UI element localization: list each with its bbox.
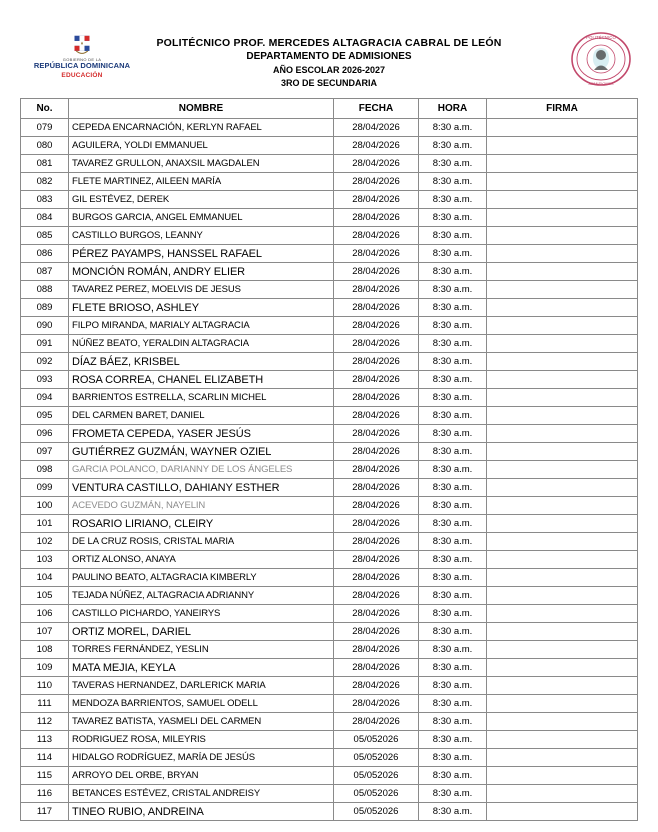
cell-no: 085 [21, 227, 69, 245]
column-header-nombre: NOMBRE [69, 99, 334, 119]
cell-fecha: 05/052026 [334, 785, 419, 803]
cell-nombre: ARROYO DEL ORBE, BRYAN [69, 767, 334, 785]
table-header-row [21, 99, 638, 119]
cell-hora: 8:30 a.m. [419, 299, 487, 317]
cell-fecha: 28/04/2026 [334, 443, 419, 461]
cell-hora: 8:30 a.m. [419, 695, 487, 713]
cell-nombre: BETANCES ESTÉVEZ, CRISTAL ANDREISY [69, 785, 334, 803]
table-row [21, 533, 638, 551]
cell-no: 095 [21, 407, 69, 425]
cell-fecha: 28/04/2026 [334, 695, 419, 713]
school-year: AÑO ESCOLAR 2026-2027 [272, 65, 386, 75]
cell-nombre: GIL ESTÉVEZ, DEREK [69, 191, 334, 209]
cell-firma[interactable] [487, 173, 638, 191]
table-row [21, 587, 638, 605]
cell-fecha: 05/052026 [334, 803, 419, 821]
cell-fecha: 28/04/2026 [334, 461, 419, 479]
cell-hora: 8:30 a.m. [419, 371, 487, 389]
cell-no: 094 [21, 389, 69, 407]
cell-nombre: ROSA CORREA, CHANEL ELIZABETH [69, 371, 334, 389]
cell-no: 115 [21, 767, 69, 785]
cell-firma[interactable] [487, 623, 638, 641]
cell-firma[interactable] [487, 677, 638, 695]
seal-icon [570, 28, 632, 90]
ministry-logo-main: REPÚBLICA DOMINICANA [33, 61, 131, 70]
cell-fecha: 28/04/2026 [334, 479, 419, 497]
cell-firma[interactable] [487, 335, 638, 353]
cell-fecha: 28/04/2026 [334, 173, 419, 191]
cell-hora: 8:30 a.m. [419, 389, 487, 407]
cell-nombre: MENDOZA BARRIENTOS, SAMUEL ODELL [69, 695, 334, 713]
cell-nombre: RODRIGUEZ ROSA, MILEYRIS [69, 731, 334, 749]
table-row [21, 803, 638, 821]
table-row [21, 227, 638, 245]
cell-nombre: GUTIÉRREZ GUZMÁN, WAYNER OZIEL [69, 443, 334, 461]
cell-fecha: 28/04/2026 [334, 353, 419, 371]
cell-fecha: 28/04/2026 [334, 299, 419, 317]
column-header-firma: FIRMA [487, 99, 638, 119]
table-row [21, 209, 638, 227]
cell-fecha: 28/04/2026 [334, 407, 419, 425]
cell-fecha: 28/04/2026 [334, 281, 419, 299]
svg-text:ADMISIONES: ADMISIONES [588, 81, 614, 86]
table-row [21, 353, 638, 371]
cell-firma[interactable] [487, 641, 638, 659]
cell-fecha: 28/04/2026 [334, 551, 419, 569]
cell-no: 100 [21, 497, 69, 515]
cell-hora: 8:30 a.m. [419, 317, 487, 335]
table-row [21, 281, 638, 299]
cell-no: 088 [21, 281, 69, 299]
cell-firma[interactable] [487, 767, 638, 785]
cell-no: 104 [21, 569, 69, 587]
cell-hora: 8:30 a.m. [419, 407, 487, 425]
cell-hora: 8:30 a.m. [419, 659, 487, 677]
cell-firma[interactable] [487, 461, 638, 479]
cell-firma[interactable] [487, 407, 638, 425]
cell-firma[interactable] [487, 695, 638, 713]
table-row [21, 569, 638, 587]
cell-hora: 8:30 a.m. [419, 461, 487, 479]
cell-hora: 8:30 a.m. [419, 731, 487, 749]
ministry-logo-sub: EDUCACIÓN [61, 72, 103, 79]
cell-no: 106 [21, 605, 69, 623]
ministry-logo-top: GOBIERNO DE LA [62, 57, 102, 62]
cell-no: 086 [21, 245, 69, 263]
cell-firma[interactable] [487, 389, 638, 407]
cell-fecha: 28/04/2026 [334, 605, 419, 623]
cell-nombre: DEL CARMEN BARET, DANIEL [69, 407, 334, 425]
table-row [21, 605, 638, 623]
cell-firma[interactable] [487, 191, 638, 209]
table-row [21, 497, 638, 515]
table-row [21, 551, 638, 569]
cell-hora: 8:30 a.m. [419, 137, 487, 155]
cell-hora: 8:30 a.m. [419, 119, 487, 137]
cell-hora: 8:30 a.m. [419, 551, 487, 569]
cell-hora: 8:30 a.m. [419, 353, 487, 371]
table-row [21, 443, 638, 461]
cell-no: 079 [21, 119, 69, 137]
cell-no: 111 [21, 695, 69, 713]
table-row [21, 749, 638, 767]
cell-hora: 8:30 a.m. [419, 587, 487, 605]
cell-firma[interactable] [487, 713, 638, 731]
cell-no: 102 [21, 533, 69, 551]
cell-firma[interactable] [487, 785, 638, 803]
grade-level: 3RO DE SECUNDARIA [280, 78, 377, 88]
table-row [21, 137, 638, 155]
cell-no: 116 [21, 785, 69, 803]
cell-nombre: DÍAZ BÁEZ, KRISBEL [69, 353, 334, 371]
table-row [21, 785, 638, 803]
cell-nombre: TAVERAS HERNANDEZ, DARLERICK MARIA [69, 677, 334, 695]
cell-hora: 8:30 a.m. [419, 209, 487, 227]
cell-fecha: 28/04/2026 [334, 155, 419, 173]
cell-no: 110 [21, 677, 69, 695]
cell-fecha: 28/04/2026 [334, 515, 419, 533]
cell-firma[interactable] [487, 659, 638, 677]
cell-nombre: CASTILLO BURGOS, LEANNY [69, 227, 334, 245]
cell-nombre: TAVAREZ BATISTA, YASMELI DEL CARMEN [69, 713, 334, 731]
cell-hora: 8:30 a.m. [419, 569, 487, 587]
cell-no: 098 [21, 461, 69, 479]
cell-hora: 8:30 a.m. [419, 803, 487, 821]
table-row [21, 731, 638, 749]
cell-no: 080 [21, 137, 69, 155]
cell-fecha: 05/052026 [334, 749, 419, 767]
cell-fecha: 28/04/2026 [334, 659, 419, 677]
cell-firma[interactable] [487, 749, 638, 767]
cell-firma[interactable] [487, 353, 638, 371]
table-row [21, 335, 638, 353]
cell-firma[interactable] [487, 551, 638, 569]
cell-firma[interactable] [487, 317, 638, 335]
cell-firma[interactable] [487, 281, 638, 299]
cell-hora: 8:30 a.m. [419, 677, 487, 695]
cell-no: 113 [21, 731, 69, 749]
cell-fecha: 28/04/2026 [334, 191, 419, 209]
dominican-crest-icon [72, 34, 92, 56]
students-table [20, 98, 638, 821]
column-header-no: No. [21, 99, 69, 119]
table-row [21, 371, 638, 389]
cell-fecha: 28/04/2026 [334, 317, 419, 335]
cell-hora: 8:30 a.m. [419, 335, 487, 353]
table-row [21, 263, 638, 281]
cell-fecha: 28/04/2026 [334, 623, 419, 641]
document-header [20, 14, 638, 96]
cell-no: 089 [21, 299, 69, 317]
table-row [21, 299, 638, 317]
cell-nombre: FLETE BRIOSO, ASHLEY [69, 299, 334, 317]
cell-no: 096 [21, 425, 69, 443]
cell-hora: 8:30 a.m. [419, 605, 487, 623]
table-row [21, 623, 638, 641]
cell-fecha: 28/04/2026 [334, 263, 419, 281]
cell-fecha: 28/04/2026 [334, 497, 419, 515]
cell-firma[interactable] [487, 119, 638, 137]
column-header-fecha: FECHA [334, 99, 419, 119]
svg-text:POLITÉCNICO: POLITÉCNICO [586, 35, 616, 40]
cell-no: 093 [21, 371, 69, 389]
cell-no: 112 [21, 713, 69, 731]
table-row [21, 677, 638, 695]
cell-no: 103 [21, 551, 69, 569]
cell-hora: 8:30 a.m. [419, 227, 487, 245]
cell-nombre: MONCIÓN ROMÁN, ANDRY ELIER [69, 263, 334, 281]
cell-nombre: ROSARIO LIRIANO, CLEIRY [69, 515, 334, 533]
cell-hora: 8:30 a.m. [419, 767, 487, 785]
cell-no: 097 [21, 443, 69, 461]
cell-no: 114 [21, 749, 69, 767]
cell-nombre: BURGOS GARCIA, ANGEL EMMANUEL [69, 209, 334, 227]
cell-no: 082 [21, 173, 69, 191]
cell-no: 091 [21, 335, 69, 353]
cell-firma[interactable] [487, 371, 638, 389]
cell-nombre: AGUILERA, YOLDI EMMANUEL [69, 137, 334, 155]
cell-hora: 8:30 a.m. [419, 497, 487, 515]
cell-fecha: 05/052026 [334, 731, 419, 749]
cell-nombre: HIDALGO RODRÍGUEZ, MARÍA DE JESÚS [69, 749, 334, 767]
cell-fecha: 28/04/2026 [334, 209, 419, 227]
table-row [21, 641, 638, 659]
cell-fecha: 28/04/2026 [334, 245, 419, 263]
cell-fecha: 28/04/2026 [334, 335, 419, 353]
column-header-hora: HORA [419, 99, 487, 119]
cell-hora: 8:30 a.m. [419, 479, 487, 497]
school-name: POLITÉCNICO PROF. MERCEDES ALTAGRACIA CABRAL DE LEÓN [156, 37, 502, 49]
cell-fecha: 28/04/2026 [334, 227, 419, 245]
cell-nombre: ACEVEDO GUZMÁN, NAYELIN [69, 497, 334, 515]
cell-hora: 8:30 a.m. [419, 245, 487, 263]
cell-no: 090 [21, 317, 69, 335]
cell-nombre: TORRES FERNÁNDEZ, YESLIN [69, 641, 334, 659]
cell-nombre: ORTIZ MOREL, DARIEL [69, 623, 334, 641]
ministry-logo [22, 34, 142, 82]
cell-no: 105 [21, 587, 69, 605]
table-row [21, 317, 638, 335]
cell-hora: 8:30 a.m. [419, 713, 487, 731]
cell-fecha: 28/04/2026 [334, 533, 419, 551]
cell-no: 081 [21, 155, 69, 173]
cell-nombre: TEJADA NÚÑEZ, ALTAGRACIA ADRIANNY [69, 587, 334, 605]
table-row [21, 389, 638, 407]
table-row [21, 659, 638, 677]
cell-fecha: 28/04/2026 [334, 569, 419, 587]
cell-hora: 8:30 a.m. [419, 515, 487, 533]
table-row [21, 479, 638, 497]
cell-nombre: GARCIA POLANCO, DARIANNY DE LOS ÁNGELES [69, 461, 334, 479]
cell-hora: 8:30 a.m. [419, 155, 487, 173]
table-row [21, 695, 638, 713]
cell-firma[interactable] [487, 803, 638, 821]
cell-firma[interactable] [487, 533, 638, 551]
cell-firma[interactable] [487, 731, 638, 749]
cell-nombre: TINEO RUBIO, ANDREINA [69, 803, 334, 821]
table-row [21, 515, 638, 533]
cell-hora: 8:30 a.m. [419, 191, 487, 209]
table-body [21, 119, 638, 821]
cell-fecha: 28/04/2026 [334, 677, 419, 695]
cell-no: 099 [21, 479, 69, 497]
cell-firma[interactable] [487, 227, 638, 245]
cell-nombre: FROMETA CEPEDA, YASER JESÚS [69, 425, 334, 443]
cell-nombre: CASTILLO PICHARDO, YANEIRYS [69, 605, 334, 623]
cell-firma[interactable] [487, 209, 638, 227]
cell-no: 084 [21, 209, 69, 227]
cell-no: 083 [21, 191, 69, 209]
cell-fecha: 28/04/2026 [334, 371, 419, 389]
cell-no: 087 [21, 263, 69, 281]
cell-firma[interactable] [487, 497, 638, 515]
cell-firma[interactable] [487, 263, 638, 281]
cell-no: 117 [21, 803, 69, 821]
cell-firma[interactable] [487, 515, 638, 533]
cell-hora: 8:30 a.m. [419, 263, 487, 281]
table-row [21, 425, 638, 443]
cell-nombre: ORTIZ ALONSO, ANAYA [69, 551, 334, 569]
table-row [21, 119, 638, 137]
cell-firma[interactable] [487, 587, 638, 605]
cell-fecha: 05/052026 [334, 767, 419, 785]
cell-no: 092 [21, 353, 69, 371]
cell-nombre: PÉREZ PAYAMPS, HANSSEL RAFAEL [69, 245, 334, 263]
cell-fecha: 28/04/2026 [334, 713, 419, 731]
cell-hora: 8:30 a.m. [419, 623, 487, 641]
cell-fecha: 28/04/2026 [334, 425, 419, 443]
cell-fecha: 28/04/2026 [334, 641, 419, 659]
table-row [21, 767, 638, 785]
cell-nombre: NÚÑEZ BEATO, YERALDIN ALTAGRACIA [69, 335, 334, 353]
table-row [21, 713, 638, 731]
cell-firma[interactable] [487, 479, 638, 497]
cell-nombre: TAVAREZ GRULLON, ANAXSIL MAGDALEN [69, 155, 334, 173]
table-row [21, 407, 638, 425]
table-row [21, 245, 638, 263]
cell-fecha: 28/04/2026 [334, 119, 419, 137]
cell-hora: 8:30 a.m. [419, 281, 487, 299]
cell-nombre: MATA MEJIA, KEYLA [69, 659, 334, 677]
table-row [21, 461, 638, 479]
cell-hora: 8:30 a.m. [419, 749, 487, 767]
cell-hora: 8:30 a.m. [419, 533, 487, 551]
cell-firma[interactable] [487, 299, 638, 317]
cell-hora: 8:30 a.m. [419, 785, 487, 803]
cell-firma[interactable] [487, 245, 638, 263]
cell-fecha: 28/04/2026 [334, 137, 419, 155]
cell-hora: 8:30 a.m. [419, 173, 487, 191]
cell-hora: 8:30 a.m. [419, 443, 487, 461]
cell-nombre: TAVAREZ PEREZ, MOELVIS DE JESUS [69, 281, 334, 299]
table-row [21, 191, 638, 209]
cell-firma[interactable] [487, 605, 638, 623]
cell-no: 107 [21, 623, 69, 641]
cell-no: 109 [21, 659, 69, 677]
table-row [21, 173, 638, 191]
school-seal-stamp [570, 28, 632, 90]
cell-no: 108 [21, 641, 69, 659]
cell-firma[interactable] [487, 569, 638, 587]
cell-firma[interactable] [487, 425, 638, 443]
cell-nombre: DE LA CRUZ ROSIS, CRISTAL MARIA [69, 533, 334, 551]
cell-nombre: PAULINO BEATO, ALTAGRACIA KIMBERLY [69, 569, 334, 587]
cell-nombre: FILPO MIRANDA, MARIALY ALTAGRACIA [69, 317, 334, 335]
cell-nombre: BARRIENTOS ESTRELLA, SCARLIN MICHEL [69, 389, 334, 407]
cell-firma[interactable] [487, 443, 638, 461]
cell-nombre: FLETE MARTINEZ, AILEEN MARÍA [69, 173, 334, 191]
cell-nombre: VENTURA CASTILLO, DAHIANY ESTHER [69, 479, 334, 497]
cell-hora: 8:30 a.m. [419, 641, 487, 659]
cell-firma[interactable] [487, 137, 638, 155]
cell-fecha: 28/04/2026 [334, 389, 419, 407]
cell-fecha: 28/04/2026 [334, 587, 419, 605]
table-row [21, 155, 638, 173]
cell-hora: 8:30 a.m. [419, 425, 487, 443]
department-name: DEPARTAMENTO DE ADMISIONES [246, 51, 412, 62]
cell-firma[interactable] [487, 155, 638, 173]
cell-nombre: CEPEDA ENCARNACIÓN, KERLYN RAFAEL [69, 119, 334, 137]
cell-no: 101 [21, 515, 69, 533]
